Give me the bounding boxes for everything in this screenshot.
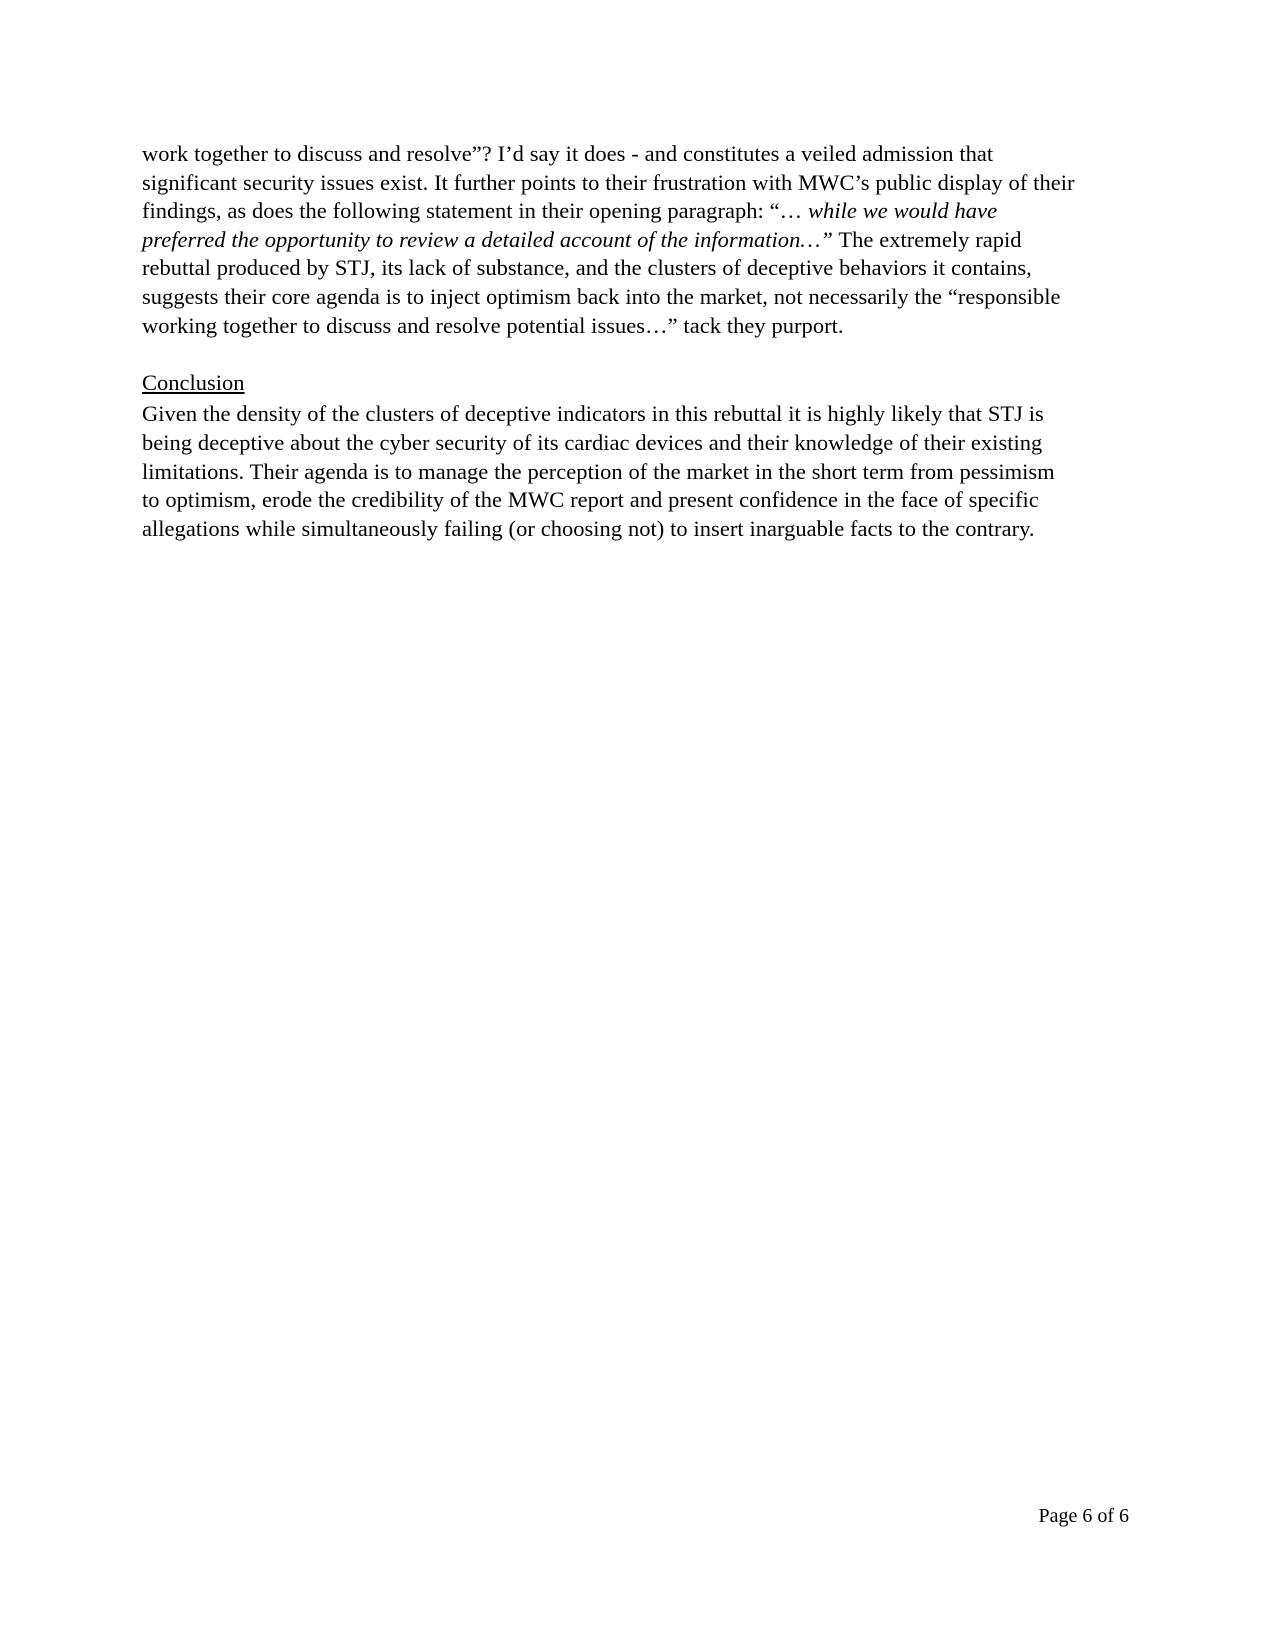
document-body [142,140,1075,543]
page-footer-number: Page 6 of 6 [1038,1505,1129,1527]
section-heading-wrapper [142,369,1075,401]
section-heading-conclusion: Conclusion [142,369,245,395]
paragraph-segment-quote-italic: while we would have preferred the opportunity to review a detailed account of the information…” [142,198,998,252]
paragraph-spacer [142,340,1075,369]
paragraph-conclusion: Given the density of the clusters of deceptive indicators in this rebuttal it is highly likely that STJ is being deceptive about the cyber security of its cardiac devices and their knowledge of their existing limitations. Their agenda is to manage the perception of the market in the short term from pessimism to optimism, erode the credibility of the MWC report and present confidence in the face of specific allegations while simultaneously failing (or choosing not) to insert inarguable facts to the contrary. [142,401,1055,541]
paragraph-segment-lead: work together to discuss and resolve”? I’d say it does - and constitutes a veiled admission that significant security issues exist. It further points to their frustration with MWC’s public display of their findings, as does the following statement in their opening paragraph: “… [142,141,1075,224]
paragraph-continuation [142,140,1075,340]
paragraph-segment-tail: The extremely rapid rebuttal produced by STJ, its lack of substance, and the clusters of deceptive behaviors it contains, suggests their core agenda is to inject optimism back into the market, not necessarily the “responsible working together to discuss and resolve potential issues…” tack they purport. [142,226,1061,338]
